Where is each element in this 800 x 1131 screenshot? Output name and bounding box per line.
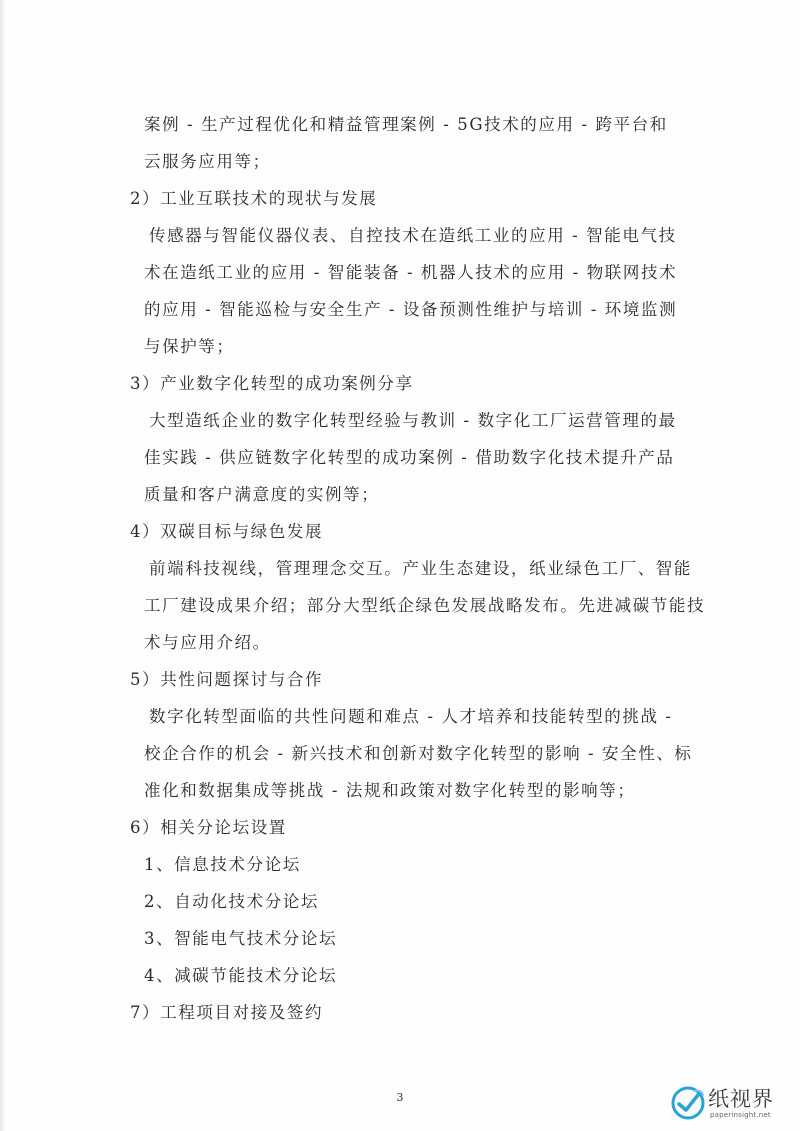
text-line: 大型造纸企业的数字化转型经验与教训 - 数字化工厂运营管理的最 (149, 411, 677, 430)
text-line: 准化和数据集成等挑战 - 法规和政策对数字化转型的影响等； (144, 781, 636, 800)
document-body (128, 106, 718, 1031)
text-line: 数字化转型面临的共性问题和难点 - 人才培养和技能转型的挑战 - (149, 707, 673, 726)
scan-edge-shadow (0, 0, 6, 1131)
text-line: 佳实践 - 供应链数字化转型的成功案例 - 借助数字化技术提升产品 (144, 448, 675, 467)
text-line: 前端科技视线，管理理念交互。产业生态建设，纸业绿色工厂、智能 (149, 559, 692, 578)
text-line: 校企合作的机会 - 新兴技术和创新对数字化转型的影响 - 安全性、标 (144, 744, 693, 763)
section-heading: 3）产业数字化转型的成功案例分享 (130, 374, 414, 393)
section-heading: 2）工业互联技术的现状与发展 (130, 189, 378, 208)
text-line: 术在造纸工业的应用 - 智能装备 - 机器人技术的应用 - 物联网技术 (144, 263, 678, 282)
text-line: 云服务应用等； (144, 152, 271, 171)
section-heading: 4）双碳目标与绿色发展 (130, 522, 324, 541)
brand-logo-icon (668, 1083, 708, 1123)
forum-item: 3、智能电气技术分论坛 (144, 929, 338, 948)
forum-item: 2、自动化技术分论坛 (144, 892, 319, 911)
text-line: 工厂建设成果介绍；部分大型纸企绿色发展战略发布。先进减碳节能技 (144, 596, 706, 615)
section-heading: 6）相关分论坛设置 (130, 818, 287, 837)
text-line: 的应用 - 智能巡检与安全生产 - 设备预测性维护与培训 - 环境监测 (144, 300, 678, 319)
text-line: 传感器与智能仪器仪表、自控技术在造纸工业的应用 - 智能电气技 (149, 226, 677, 245)
section-heading: 5）共性问题探讨与合作 (130, 670, 324, 689)
watermark-url: paperinsight.net (710, 1111, 771, 1119)
watermark (668, 1081, 786, 1125)
text-line: 术与应用介绍。 (144, 633, 271, 652)
text-line: 案例 - 生产过程优化和精益管理案例 - 5G技术的应用 - 跨平台和 (144, 115, 668, 134)
page-number: 3 (396, 1091, 404, 1104)
text-line: 质量和客户满意度的实例等； (144, 485, 380, 504)
section-heading: 7）工程项目对接及签约 (130, 1003, 324, 1022)
text-line: 与保护等； (144, 337, 235, 356)
forum-item: 1、信息技术分论坛 (144, 855, 301, 874)
watermark-brand: 纸视界 (708, 1087, 774, 1111)
forum-item: 4、减碳节能技术分论坛 (144, 966, 338, 985)
